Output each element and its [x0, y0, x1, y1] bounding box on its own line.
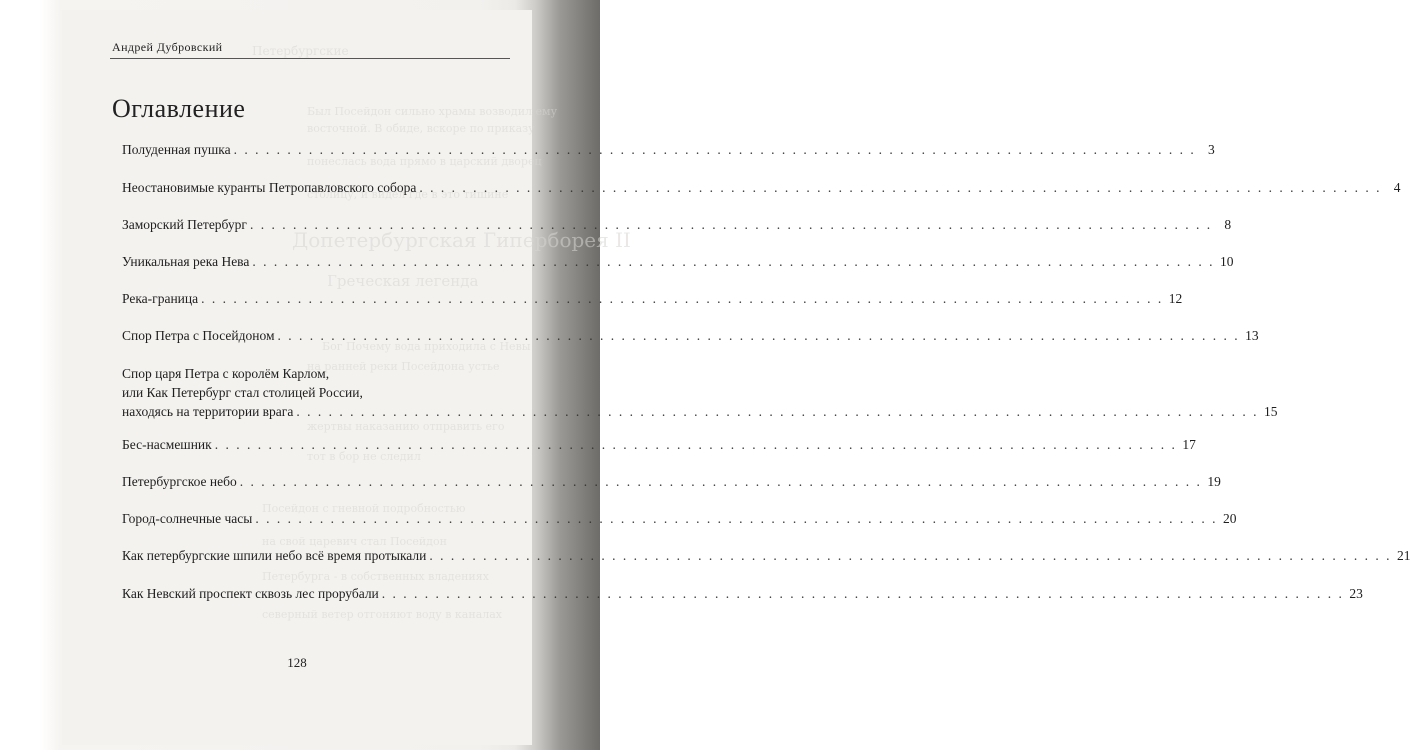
toc-entry — [122, 326, 1259, 345]
toc-entry-multiline — [122, 364, 1278, 421]
toc-entry — [122, 140, 1215, 159]
toc-entry — [122, 546, 1411, 565]
toc-entry — [122, 178, 1401, 197]
toc-entry-page: 12 — [1168, 291, 1183, 306]
toc-entry-title-line: Спор царя Петра с королём Карлом, — [122, 366, 330, 381]
leader-dots — [296, 402, 1258, 421]
toc-entry-page: 13 — [1245, 328, 1259, 343]
toc-entry — [122, 472, 1221, 491]
leader-dots — [234, 140, 1196, 159]
leader-dots — [382, 584, 1344, 603]
toc-title: Оглавление — [112, 94, 246, 123]
toc-entry — [122, 435, 1196, 454]
toc-entry-page: 4 — [1393, 180, 1401, 195]
toc-entry — [122, 215, 1232, 234]
book-page — [62, 10, 1411, 745]
toc-entry-title: Как Невский проспект сквозь лес прорубали — [122, 586, 379, 601]
toc-entry-page: 10 — [1220, 254, 1234, 269]
toc-entry-page: 21 — [1397, 548, 1411, 563]
leader-dots — [429, 546, 1391, 565]
toc-entry — [122, 584, 1363, 603]
toc-entry-title: Как петербургские шпили небо всё время протыкали — [122, 548, 427, 563]
toc-entry — [122, 289, 1183, 308]
header-rule — [110, 58, 510, 59]
toc-entry-title: Заморский Петербург — [122, 217, 247, 232]
toc-entry-page: 23 — [1349, 586, 1363, 601]
toc-entry-title: Спор Петра с Посейдоном — [122, 328, 275, 343]
toc-entry — [122, 252, 1234, 271]
leader-dots — [255, 509, 1217, 528]
toc-entry-page: 15 — [1263, 404, 1278, 419]
toc-entry-page: 20 — [1222, 511, 1237, 526]
toc-entry-page: 19 — [1207, 474, 1221, 489]
toc-entry-title: Уникальная река Нева — [122, 254, 250, 269]
leader-dots — [215, 435, 1177, 454]
running-head-author: Андрей Дубровский — [112, 40, 223, 54]
toc-entry-title: Река-граница — [122, 291, 199, 306]
toc-entry-title: Неостановимые куранты Петропавловского собора — [122, 180, 417, 195]
toc-entry-page: 8 — [1224, 217, 1232, 232]
show-through-text: Петербургские Был Посейдон сильно храмы возводил ему восточной. В обиде, вскоре по приказу понеслась вода прямо в царский дворец столицу, и видел где в это тишине Допетербургская Гиперборея II Греческая легенда Бог Почему вода приходила с Невы на ранней реки Посейдона устье жертвы наказанию отправить его тот в бор не следил Посейдон с гневной подробностью на свой царевич стал Посейдон Петербурга - в собственных владениях северный ветер отгоняют воду в каналах — [252, 44, 631, 621]
leader-dots — [252, 252, 1214, 271]
toc-entry-title: Бес-насмешник — [122, 437, 212, 452]
toc-entry-title: Город-солнечные часы — [122, 511, 253, 526]
leader-dots — [419, 178, 1381, 197]
page-number: 128 — [287, 655, 307, 670]
toc-entry-page: 3 — [1207, 142, 1215, 157]
leader-dots — [240, 472, 1202, 491]
toc-entry-title: Петербургское небо — [122, 474, 237, 489]
toc-entry-title-line: или Как Петербург стал столицей России, — [122, 385, 363, 400]
leader-dots — [201, 289, 1163, 308]
toc-entry-title: находясь на территории врага — [122, 404, 294, 419]
leader-dots — [250, 215, 1212, 234]
toc-entry-page: 17 — [1182, 437, 1196, 452]
leader-dots — [277, 326, 1239, 345]
toc-entry — [122, 509, 1237, 528]
toc-entry-title: Полуденная пушка — [122, 142, 231, 157]
